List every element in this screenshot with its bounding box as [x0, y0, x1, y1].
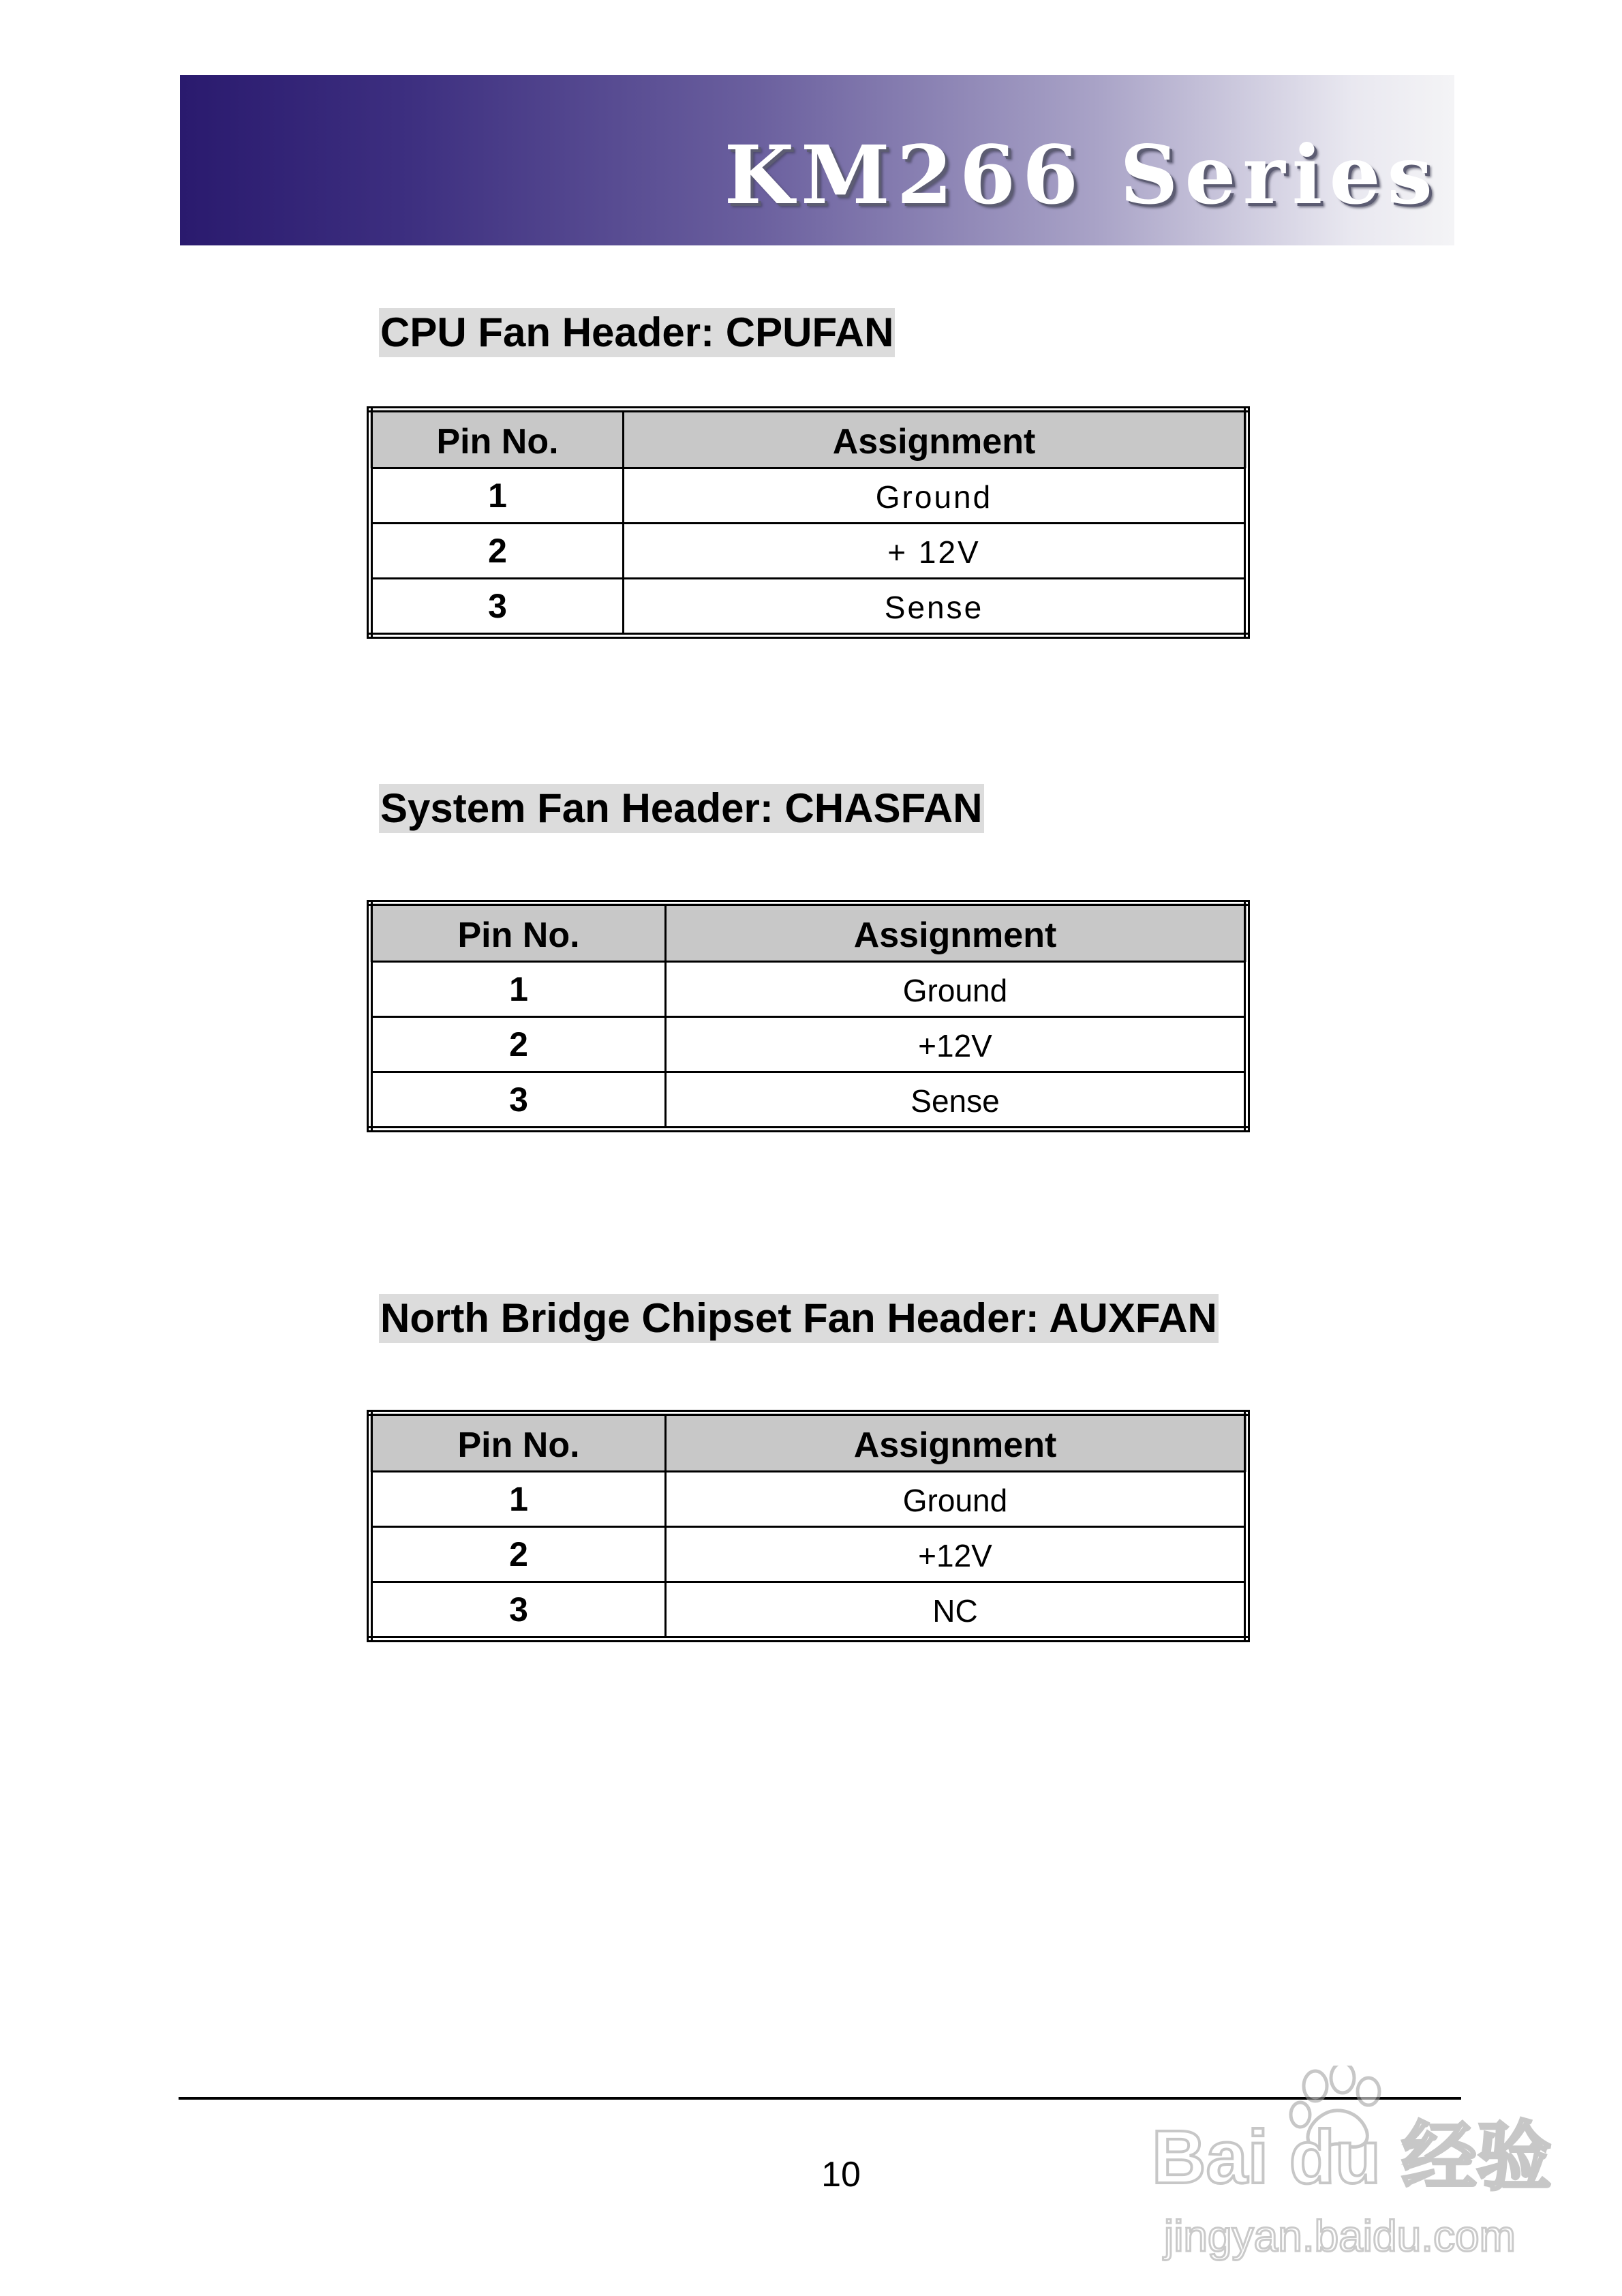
table-row [370, 468, 1247, 524]
table-row [370, 524, 1247, 579]
column-header-assignment: Assignment [666, 1413, 1247, 1472]
pin-assignment: Sense [666, 1072, 1247, 1130]
cpu-fan-heading: CPU Fan Header: CPUFAN [379, 308, 895, 357]
table-row [370, 962, 1247, 1017]
north-bridge-fan-heading: North Bridge Chipset Fan Header: AUXFAN [379, 1294, 1219, 1343]
page-number: 10 [821, 2155, 861, 2194]
system-fan-heading: System Fan Header: CHASFAN [379, 784, 984, 833]
pin-number: 1 [370, 1472, 666, 1527]
pin-assignment: Ground [666, 962, 1247, 1017]
pin-assignment: Sense [624, 579, 1247, 636]
table-row [370, 1527, 1247, 1582]
column-header-pin: Pin No. [370, 1413, 666, 1472]
pin-assignment: Ground [666, 1472, 1247, 1527]
pin-assignment: NC [666, 1582, 1247, 1640]
watermark-domain: jingyan.baidu.com [1164, 2211, 1516, 2261]
pin-number: 3 [370, 579, 624, 636]
column-header-pin: Pin No. [370, 410, 624, 468]
pin-number: 1 [370, 468, 624, 524]
header-banner [180, 75, 1454, 245]
column-header-assignment: Assignment [666, 903, 1247, 962]
table-row [370, 1017, 1247, 1072]
pin-assignment: Ground [624, 468, 1247, 524]
pin-number: 1 [370, 962, 666, 1017]
table-header-row [370, 1413, 1247, 1472]
cpu-fan-table [367, 406, 1250, 639]
pin-number: 3 [370, 1072, 666, 1130]
north-bridge-fan-table [367, 1410, 1250, 1642]
table-row [370, 579, 1247, 636]
column-header-assignment: Assignment [624, 410, 1247, 468]
pin-number: 2 [370, 1527, 666, 1582]
series-title: KM266 Series [724, 127, 1439, 222]
baidu-watermark [1152, 2066, 1552, 2270]
table-header-row [370, 410, 1247, 468]
table-row [370, 1582, 1247, 1640]
table-header-row [370, 903, 1247, 962]
pin-assignment: + 12V [624, 524, 1247, 579]
pin-number: 2 [370, 1017, 666, 1072]
table-row [370, 1072, 1247, 1130]
system-fan-table [367, 900, 1250, 1132]
pin-number: 3 [370, 1582, 666, 1640]
pin-assignment: +12V [666, 1017, 1247, 1072]
watermark-brand: Bai du 经验 [1152, 2115, 1552, 2199]
pin-number: 2 [370, 524, 624, 579]
table-row [370, 1472, 1247, 1527]
pin-assignment: +12V [666, 1527, 1247, 1582]
column-header-pin: Pin No. [370, 903, 666, 962]
